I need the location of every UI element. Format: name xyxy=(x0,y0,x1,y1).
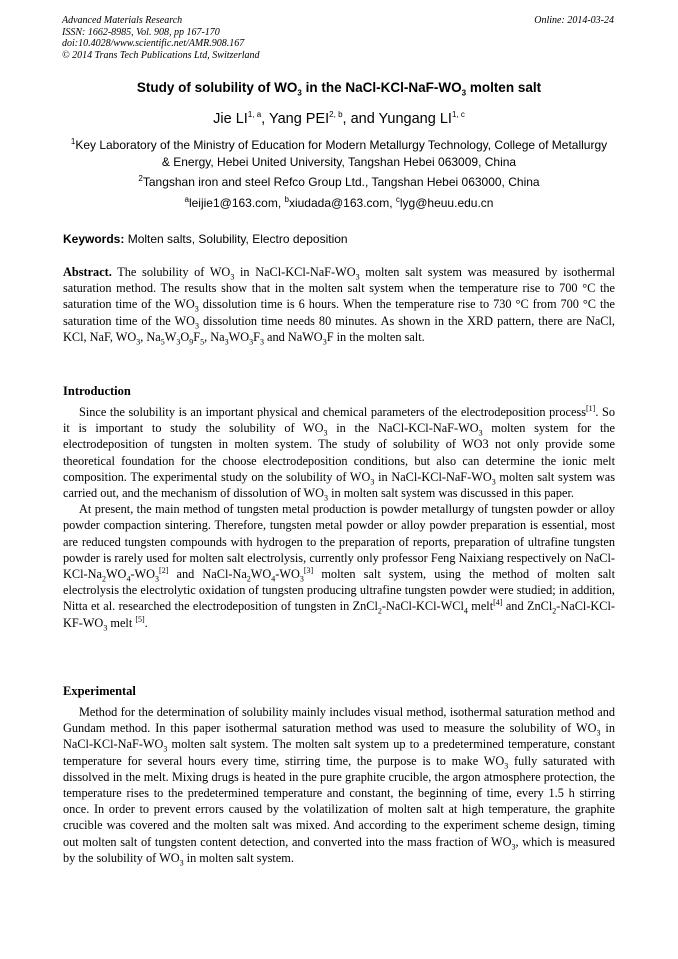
citation: [2] xyxy=(159,565,169,575)
abstract-label: Abstract. xyxy=(63,265,112,279)
journal-header xyxy=(62,15,614,61)
author-emails: $^a$leijie1@163.com, $^b$xiudada@163.com, $^c$lyg@heuu.edu.cn xyxy=(184,195,494,210)
citation: [3] xyxy=(303,565,314,575)
introduction-body xyxy=(63,404,615,631)
experimental-body xyxy=(63,704,615,866)
author-list: Jie LI$^{1, a}$, Yang PEI$^{2, b}$, and Yungang LI$^{1, c}$ xyxy=(213,110,465,127)
paper-title: Study of solubility of $WO_3$ in the NaCl-$KCl-NaF-WO_3$ molten salt xyxy=(136,80,542,98)
keywords-label: Keywords: xyxy=(63,232,125,246)
citation: [5] xyxy=(135,614,145,624)
experimental-heading: Experimental xyxy=(63,684,136,698)
journal-doi: doi:10.4028/www.scientific.net/AMR.908.167 xyxy=(62,38,245,49)
paragraph: Since the solubility is an important physical and chemical parameters of the electrodeposition process[1]. So it is important to study the solubility of $WO_3$ in the NaCl-$KCl-NaF-WO_3$ molten system for the electrodeposition of tungsten in molten system. The study of solubility of WO3 not only provide some theoretical foundation for the choose electrodeposition conditions, but also can determine the ionic melt composition. The experimental study on the solubility of $WO_3$ in NaCl-$KCl-NaF-WO_3$ molten salt system was carried out, and the mechanism of dissolution of $WO_3$ in molten salt system was discussed in this paper. xyxy=(63,403,615,503)
journal-name: Advanced Materials Research xyxy=(62,15,183,26)
citation: [1] xyxy=(586,403,596,413)
paragraph: Method for the determination of solubility mainly includes visual method, isothermal saturation method and Gundam method. In this paper isothermal saturation method was used to measure the solubility of $WO_3$ in NaCl-$KCl-NaF-WO_3$ molten salt system. The molten salt system up to a predetermined temperature, constant temperature for several hours every time, stirring time, the purpose is to make $WO_3$ fully saturated with dissolved in the melt. Mixing drugs is heated in the pure graphite crucible, the argon atmosphere protection, the temperature rises to the predetermined temperature and constant, the beginning of time, every 1.5 h stirring once. In order to prevent errors caused by the volatilization of molten salt at high temperature, the graphite crucible was covered and the molten salt was mixed. And according to the experiment scheme design, timing out molten salt of tungsten content detection, and converted into the mass fraction of $WO_3$, which is measured by the solubility of $WO_3$ in molten salt system. xyxy=(63,705,615,868)
keywords xyxy=(63,232,615,246)
online-date: Online: 2014-03-24 xyxy=(534,15,614,26)
abstract: Abstract. The solubility of $WO_3$ in NaCl-$KCl-NaF-WO_3$ molten salt system was measured by isothermal saturation method. The results show that in the molten salt system when the temperature rise to 700 °C the saturation time of the $WO_3$ dissolution time is 6 hours. When the temperature rise to 730 °C from 700 °C the saturation time of the $WO_3$ dissolution time needs 80 minutes. As shown in the XRD pattern, there are NaCl, KCl, NaF, $WO_3$, $Na_5W_3O_9F_5$, $Na_3WO_3F_3$ and NaWO$_3$F in the molten salt. xyxy=(63,265,615,347)
journal-issn: ISSN: 1662-8985, Vol. 908, pp 167-170 xyxy=(62,26,220,38)
keywords-text: Molten salts, Solubility, Electro deposition xyxy=(124,232,348,246)
author-name: Yang PEI xyxy=(268,111,330,127)
affiliation-2: $^2$Tangshan iron and steel Refco Group Ltd., Tangshan Hebei 063000, China xyxy=(138,174,540,189)
journal-copyright: © 2014 Trans Tech Publications Ltd, Switzerland xyxy=(62,49,260,61)
author-name: Yungang LI xyxy=(378,111,452,127)
paragraph: At present, the main method of tungsten metal production is powder metallurgy of tungsten powder or alloy powder compaction sintering. Therefore, tungsten metal powder or alloy powder preparation is essential, most are reduced tungsten compounds with hydrogen to the preparation of reports, preparation of ultrafine tungsten powder is rarely used for molten salt electrolysis, currently only professor Feng Naixiang respectively on NaCl-$KCl-Na_2WO_4-WO_3[2]$ and NaCl-$Na_2WO_4-WO_3[3]$ molten salt system, using the method of molten salt electrolysis the electrolytic oxidation of tungsten producing ultrafine tungsten powder were studied; in addition, Nitta et al. researched the electrodeposition of tungsten in ZnCl$_2$-NaCl-KCl-WCl$_4$ melt[4] and $ZnCl_2-NaCl-KCl-KF-WO_3$ melt [5]. xyxy=(63,502,616,633)
affiliation-1: $^1$Key Laboratory of the Ministry of Education for Modern Metallurgy Technology, College of Metallurgy & Energy, Hebei United University, Tangshan Hebei 063009, China xyxy=(70,137,608,169)
author-name: Jie LI xyxy=(213,111,248,127)
citation: [4] xyxy=(493,598,503,608)
introduction-heading: Introduction xyxy=(63,384,131,398)
